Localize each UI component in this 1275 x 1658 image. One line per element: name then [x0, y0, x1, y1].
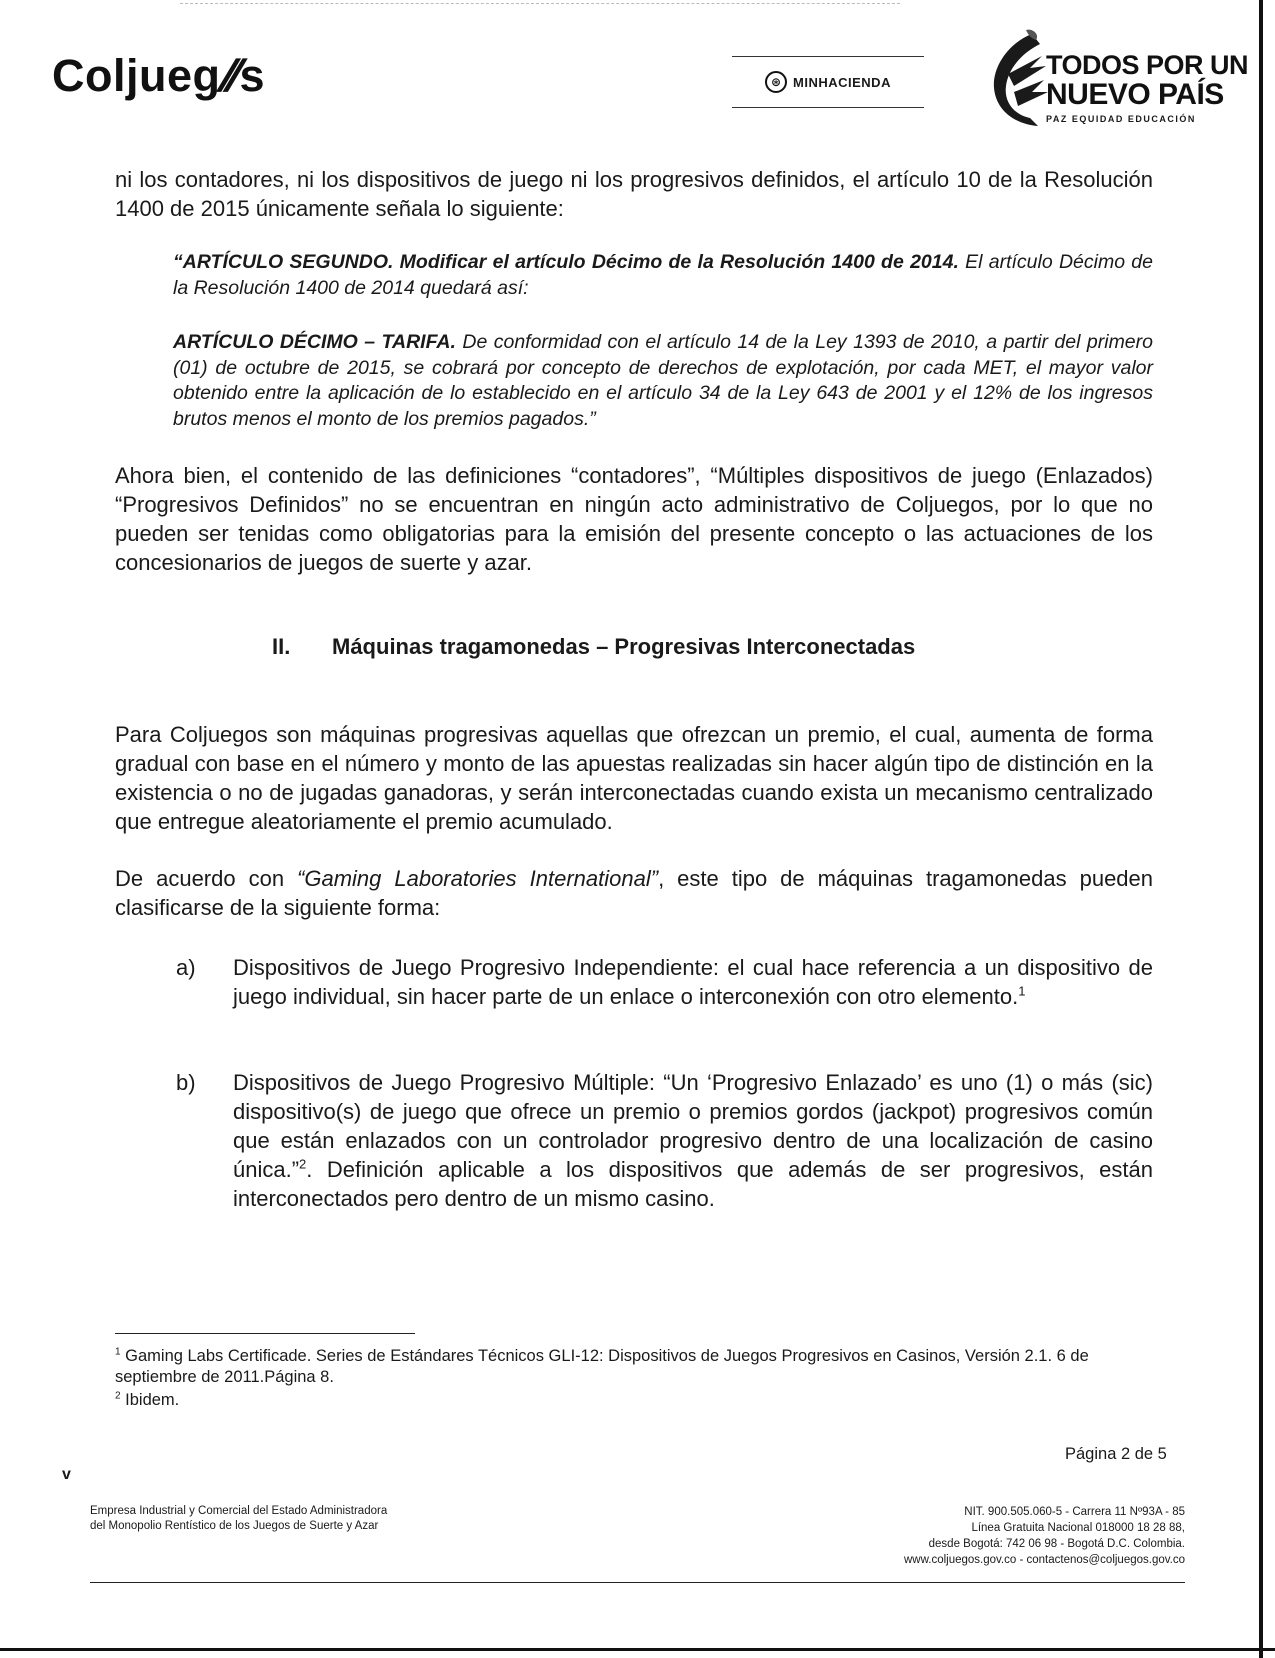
logo-text: Coljueg [52, 50, 221, 101]
footnote-2-text: Ibidem. [120, 1391, 180, 1409]
list-text-b-2: . Definición aplicable a los dispositivos que además de ser progresivos, están interconectados pero dentro de un mismo casino. [233, 1157, 1153, 1211]
para4-end: , este tipo de máquinas tragamonedas pueden clasificarse de la siguiente forma: [115, 866, 1154, 920]
quote1-bold: “ARTÍCULO SEGUNDO. Modificar el artículo Décimo de la Resolución 1400 de 2014. [173, 251, 959, 273]
government-slogan [1046, 50, 1248, 124]
para4-italic: “Gaming Laboratories International” [297, 866, 659, 891]
slogan-line-1: TODOS POR UN [1046, 50, 1249, 80]
footnote-ref-2: 2 [299, 1156, 307, 1172]
footnote-2-number: 2 [115, 1390, 121, 1402]
footnote-1-number: 1 [115, 1346, 121, 1358]
list-label-a: a) [176, 955, 196, 980]
footnote-1-text: Gaming Labs Certificade. Series de Estándares Técnicos GLI-12: Dispositivos de Juegos Progresivos en Casinos, Versión 2.1. 6 de septiembre de 2011.Página 8. [115, 1347, 1089, 1386]
ministry-seal-icon: ⊛ [765, 71, 787, 93]
footer-contact [904, 1504, 1185, 1568]
footer-left-line-1: Empresa Industrial y Comercial del Estado Administradora [90, 1505, 388, 1517]
footnote-1 [115, 1346, 1153, 1388]
footnote-rule [115, 1333, 415, 1334]
quote2-text: De conformidad con el artículo 14 de la Ley 1393 de 2010, a partir del primero (01) de octubre de 2015, se cobrará por concepto de derechos de explotación, por cada MET, el mayor valor obtenido entre la aplicación de lo establecido en el artículo 34 de la Ley 643 de 2001 y el 12% de los ingresos brutos menos el monto de los premios pagados.” [173, 331, 1153, 430]
footer-right-line-2: Línea Gratuita Nacional 018000 18 28 88, [971, 1522, 1185, 1534]
paragraph-progresivas: Para Coljuegos son máquinas progresivas aquellas que ofrezcan un premio, el cual, aumenta de forma gradual con base en el número y monto de las apuestas realizadas sin hacer algún tipo de distinción en la existencia o no de jugadas ganadoras, y serán interconectadas cuando exista un mecanismo centralizado que entregue aleatoriamente el premio acumulado. [115, 722, 1153, 834]
margin-mark: v [62, 1466, 71, 1483]
quote-articulo-decimo [173, 330, 1153, 432]
logo-mark: // [215, 50, 240, 101]
footer-rule [90, 1582, 1185, 1583]
ministry-name: MINHACIENDA [793, 74, 891, 90]
footer-website-email: www.coljuegos.gov.co - contactenos@coljuegos.gov.co [903, 1554, 1185, 1566]
list-text-b-1: Dispositivos de Juego Progresivo Múltiple: “Un ‘Progresivo Enlazado’ es uno (1) o más (sic) dispositivo(s) de juego que ofrece un premio o premios gordos (jackpot) progresivos común que están enlazados con un controlador progresivo dentro de una localización de casino única.” [233, 1070, 1153, 1182]
slogan-line-3: PAZ EQUIDAD EDUCACIÓN [1046, 114, 1196, 124]
quote-articulo-segundo [173, 250, 1153, 301]
footer-right-line-3: desde Bogotá: 742 06 98 - Bogotá D.C. Colombia. [928, 1538, 1185, 1550]
para4-start: De acuerdo con [115, 866, 298, 891]
footer-right-line-1: NIT. 900.505.060-5 - Carrera 11 Nº93A - 85 [964, 1506, 1185, 1518]
page-number: Página 2 de 5 [1065, 1445, 1167, 1463]
intro-paragraph: ni los contadores, ni los dispositivos de juego ni los progresivos definidos, el artículo 10 de la Resolución 1400 de 2015 únicamente señala lo siguiente: [115, 167, 1153, 221]
scan-bottom-edge [0, 1648, 1275, 1651]
quote2-bold: ARTÍCULO DÉCIMO – TARIFA. [173, 331, 456, 353]
scan-top-rule [180, 3, 900, 4]
section-number: II. [272, 634, 291, 659]
footnote-2 [115, 1390, 1153, 1411]
section-title: Máquinas tragamonedas – Progresivas Interconectadas [332, 634, 916, 659]
footnote-ref-1: 1 [1018, 983, 1026, 999]
paragraph-gli [115, 864, 1153, 922]
paragraph-definitions: Ahora bien, el contenido de las definiciones “contadores”, “Múltiples dispositivos de juego (Enlazados) “Progresivos Definidos” no se encuentran en ningún acto administrativo de Coljuegos, por lo que no pueden ser tenidas como obligatorias para la emisión del presente concepto o las actuaciones de los concesionarios de juegos de suerte y azar. [115, 463, 1153, 575]
footer-company [90, 1504, 387, 1534]
coljuegos-logo [52, 50, 265, 102]
slogan-line-2: NUEVO PAÍS [1046, 78, 1224, 111]
scan-right-edge [1259, 0, 1263, 1658]
list-item-b [176, 1068, 1153, 1213]
section-heading [272, 634, 915, 660]
list-text-a: Dispositivos de Juego Progresivo Independiente: el cual hace referencia a un dispositivo de juego individual, sin hacer parte de un enlace o interconexión con otro elemento. [233, 955, 1153, 1009]
quote1-text: El artículo Décimo de la Resolución 1400 de 2014 quedará así: [173, 251, 1153, 299]
footer-left-line-2: del Monopolio Rentístico de los Juegos de Suerte y Azar [90, 1520, 379, 1532]
minhacienda-logo [732, 56, 924, 108]
list-label-b: b) [176, 1070, 196, 1095]
list-item-a [176, 953, 1153, 1011]
logo-text-end: s [239, 50, 266, 101]
